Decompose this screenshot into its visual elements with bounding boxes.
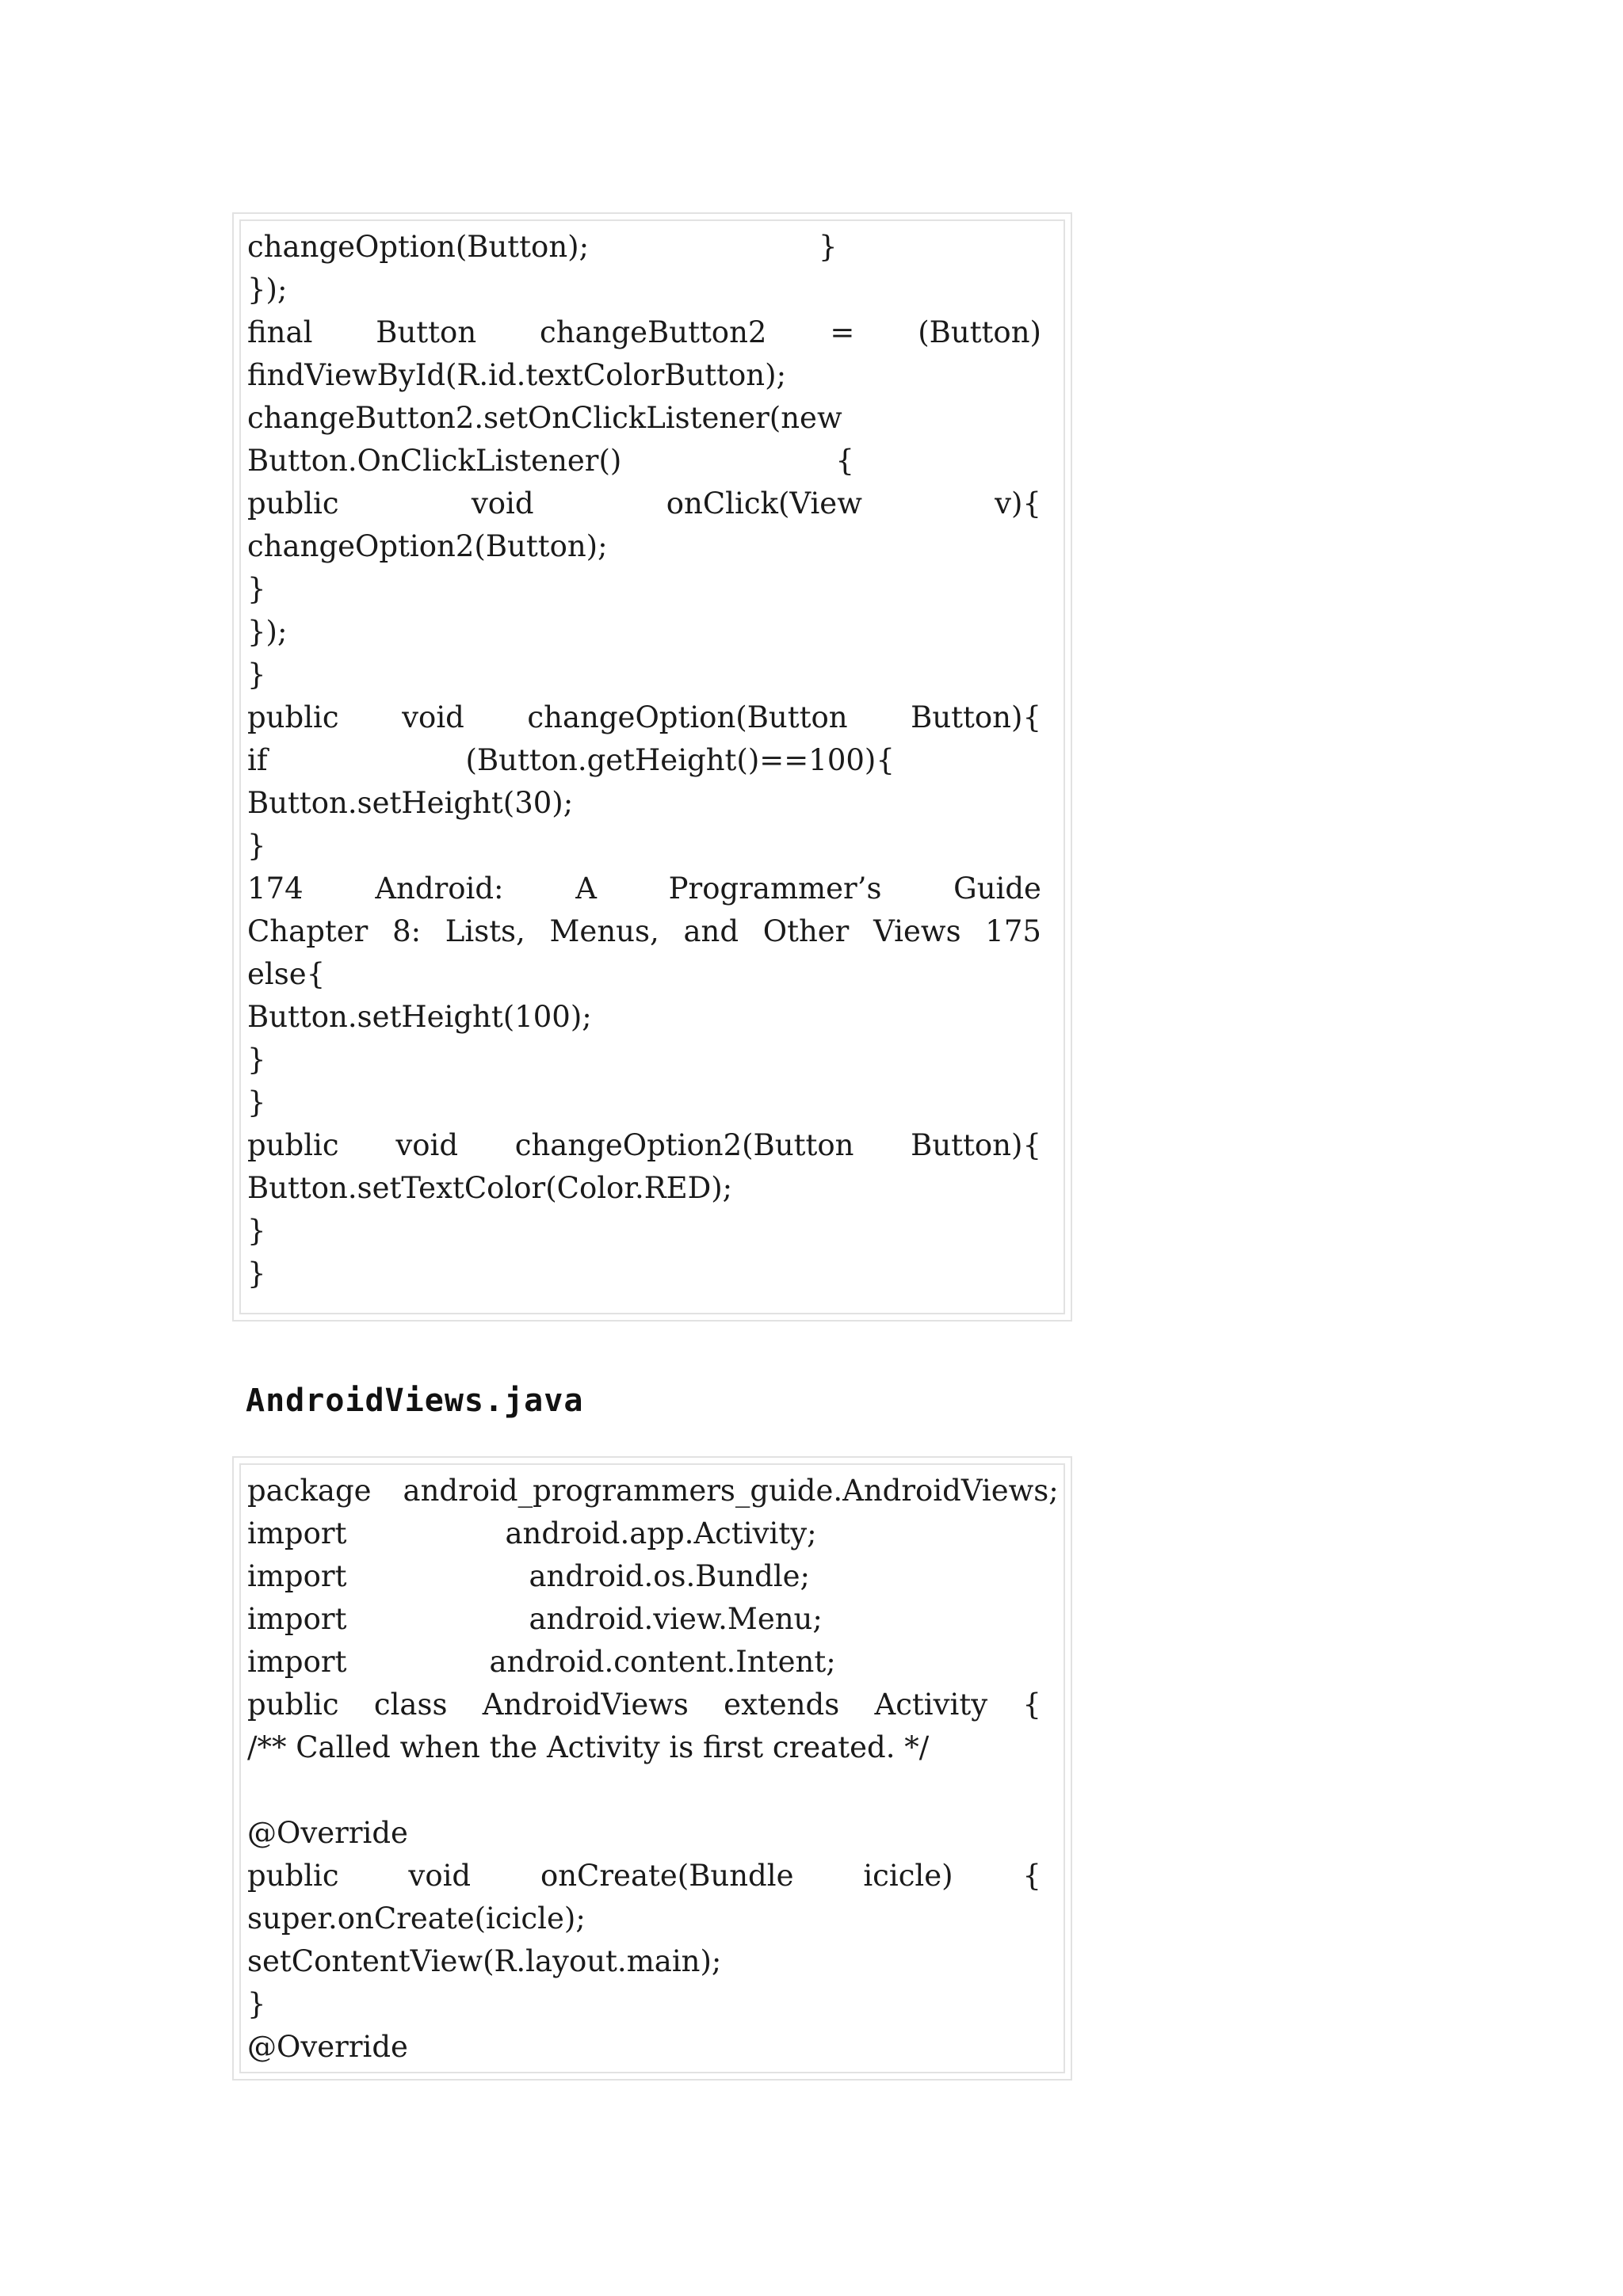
code-token: icicle) bbox=[863, 1859, 953, 1893]
code-token: Android: bbox=[375, 871, 504, 906]
code-line bbox=[247, 1897, 1064, 1940]
code-block-2 bbox=[232, 1456, 1072, 2081]
code-line bbox=[247, 1512, 1064, 1555]
code-line bbox=[247, 311, 1064, 354]
code-token: }); bbox=[247, 273, 288, 307]
code-token: void bbox=[402, 700, 464, 734]
code-token: (Button.getHeight()==100){ bbox=[465, 743, 895, 777]
code-line bbox=[247, 1470, 1064, 1512]
code-token: extends bbox=[724, 1688, 840, 1722]
code-token: import bbox=[247, 1602, 347, 1636]
code-line bbox=[247, 568, 1064, 611]
code-token: Lists, bbox=[445, 914, 525, 948]
code-token: package bbox=[247, 1474, 372, 1508]
code-token: Programmer’s bbox=[668, 871, 882, 906]
code-line bbox=[247, 1124, 1064, 1167]
code-line bbox=[247, 1598, 1064, 1641]
code-line bbox=[247, 654, 1064, 696]
code-line bbox=[247, 269, 1064, 311]
code-token: changeOption(Button bbox=[527, 700, 848, 734]
code-token: public bbox=[247, 1688, 339, 1722]
code-token: @Override bbox=[247, 2030, 408, 2064]
code-line bbox=[247, 696, 1064, 739]
code-line bbox=[247, 440, 1064, 482]
code-line bbox=[247, 1210, 1064, 1253]
code-token: /** Called when the Activity is first created. */ bbox=[247, 1730, 930, 1764]
code-token: Button.setHeight(100); bbox=[247, 1000, 592, 1034]
code-token: 174 bbox=[247, 871, 304, 906]
code-line bbox=[247, 1812, 1064, 1855]
code-token: void bbox=[408, 1859, 472, 1893]
code-token: changeButton2 bbox=[540, 315, 767, 349]
code-line bbox=[247, 739, 1064, 782]
code-token: onCreate(Bundle bbox=[540, 1859, 794, 1893]
code-block-1-content bbox=[239, 219, 1065, 1314]
code-token: Guide bbox=[953, 871, 1041, 906]
code-line bbox=[247, 354, 1064, 397]
code-token: { bbox=[1022, 1688, 1041, 1722]
code-token: void bbox=[395, 1128, 459, 1162]
code-line bbox=[247, 910, 1064, 953]
code-token: = bbox=[830, 315, 855, 349]
code-line bbox=[247, 782, 1064, 825]
code-token: Chapter bbox=[247, 914, 369, 948]
code-token: android.os.Bundle; bbox=[529, 1559, 811, 1593]
code-line bbox=[247, 1983, 1064, 2026]
code-line bbox=[247, 1253, 1064, 1295]
code-token: import bbox=[247, 1516, 347, 1550]
code-token: android.app.Activity; bbox=[505, 1516, 817, 1550]
code-token: changeOption2(Button bbox=[514, 1128, 854, 1162]
code-token: android_programmers_guide.AndroidViews; bbox=[403, 1474, 1059, 1508]
code-line bbox=[247, 1555, 1064, 1598]
code-token: (Button) bbox=[918, 315, 1041, 349]
code-token: Button){ bbox=[911, 1128, 1041, 1162]
code-line bbox=[247, 1940, 1064, 1983]
code-token: final bbox=[247, 315, 313, 349]
code-token: AndroidViews bbox=[482, 1688, 689, 1722]
code-token: } bbox=[247, 572, 266, 606]
section-title: AndroidViews.java bbox=[246, 1383, 584, 1419]
code-token: class bbox=[373, 1688, 448, 1722]
code-token: } bbox=[247, 1085, 266, 1119]
code-line bbox=[247, 1081, 1064, 1124]
code-line bbox=[247, 1167, 1064, 1210]
code-line bbox=[247, 1726, 1064, 1769]
code-token: { bbox=[835, 444, 854, 478]
code-token: { bbox=[1022, 1859, 1041, 1893]
code-token: android.view.Menu; bbox=[529, 1602, 823, 1636]
code-token: Menus, bbox=[549, 914, 659, 948]
code-token: findViewById(R.id.textColorButton); bbox=[247, 358, 787, 392]
code-token: void bbox=[471, 486, 534, 521]
code-line bbox=[247, 1641, 1064, 1684]
code-token: Button){ bbox=[911, 700, 1041, 734]
code-token: import bbox=[247, 1559, 347, 1593]
code-token: }); bbox=[247, 615, 288, 649]
code-token: Button.setTextColor(Color.RED); bbox=[247, 1171, 733, 1205]
code-line bbox=[247, 397, 1064, 440]
code-token: Button bbox=[376, 315, 477, 349]
code-line bbox=[247, 868, 1064, 910]
code-line bbox=[247, 226, 1064, 269]
code-line bbox=[247, 525, 1064, 568]
code-token: Views bbox=[873, 914, 961, 948]
code-token: Button.setHeight(30); bbox=[247, 786, 574, 820]
code-token: public bbox=[247, 700, 339, 734]
code-token: and bbox=[683, 914, 739, 948]
code-token: if bbox=[247, 743, 268, 777]
code-line bbox=[247, 2026, 1064, 2069]
code-token: v){ bbox=[995, 486, 1041, 521]
code-token: public bbox=[247, 486, 339, 521]
code-token: Activity bbox=[874, 1688, 988, 1722]
code-token: android.content.Intent; bbox=[489, 1645, 836, 1679]
code-block-1 bbox=[232, 212, 1072, 1322]
code-token: Other bbox=[762, 914, 850, 948]
code-token: Button.OnClickListener() bbox=[247, 444, 622, 478]
code-token: changeOption2(Button); bbox=[247, 529, 608, 563]
code-token: changeOption(Button); bbox=[247, 230, 590, 264]
code-token: A bbox=[575, 871, 597, 906]
code-line bbox=[247, 996, 1064, 1039]
code-token: public bbox=[247, 1128, 339, 1162]
code-token: 175 bbox=[985, 914, 1041, 948]
code-line bbox=[247, 1855, 1064, 1897]
code-line bbox=[247, 1684, 1064, 1726]
code-token: } bbox=[247, 658, 266, 692]
code-token: @Override bbox=[247, 1816, 408, 1850]
code-token: 8: bbox=[392, 914, 422, 948]
code-line bbox=[247, 1769, 1064, 1812]
code-token: else{ bbox=[247, 957, 326, 991]
code-token: setContentView(R.layout.main); bbox=[247, 1944, 722, 1978]
code-token: onClick(View bbox=[666, 486, 862, 521]
code-token: } bbox=[247, 1987, 266, 2021]
code-token: } bbox=[247, 1214, 266, 1248]
code-line bbox=[247, 953, 1064, 996]
code-token: } bbox=[247, 829, 266, 863]
code-token: changeButton2.setOnClickListener(new bbox=[247, 401, 842, 435]
code-line bbox=[247, 482, 1064, 525]
code-line bbox=[247, 1039, 1064, 1081]
code-token: import bbox=[247, 1645, 347, 1679]
code-token: public bbox=[247, 1859, 339, 1893]
code-token: } bbox=[819, 230, 838, 264]
code-token: } bbox=[247, 1257, 266, 1291]
code-token: super.onCreate(icicle); bbox=[247, 1901, 586, 1936]
code-block-2-content bbox=[239, 1463, 1065, 2073]
code-line bbox=[247, 611, 1064, 654]
code-line bbox=[247, 825, 1064, 868]
code-token: } bbox=[247, 1043, 266, 1077]
